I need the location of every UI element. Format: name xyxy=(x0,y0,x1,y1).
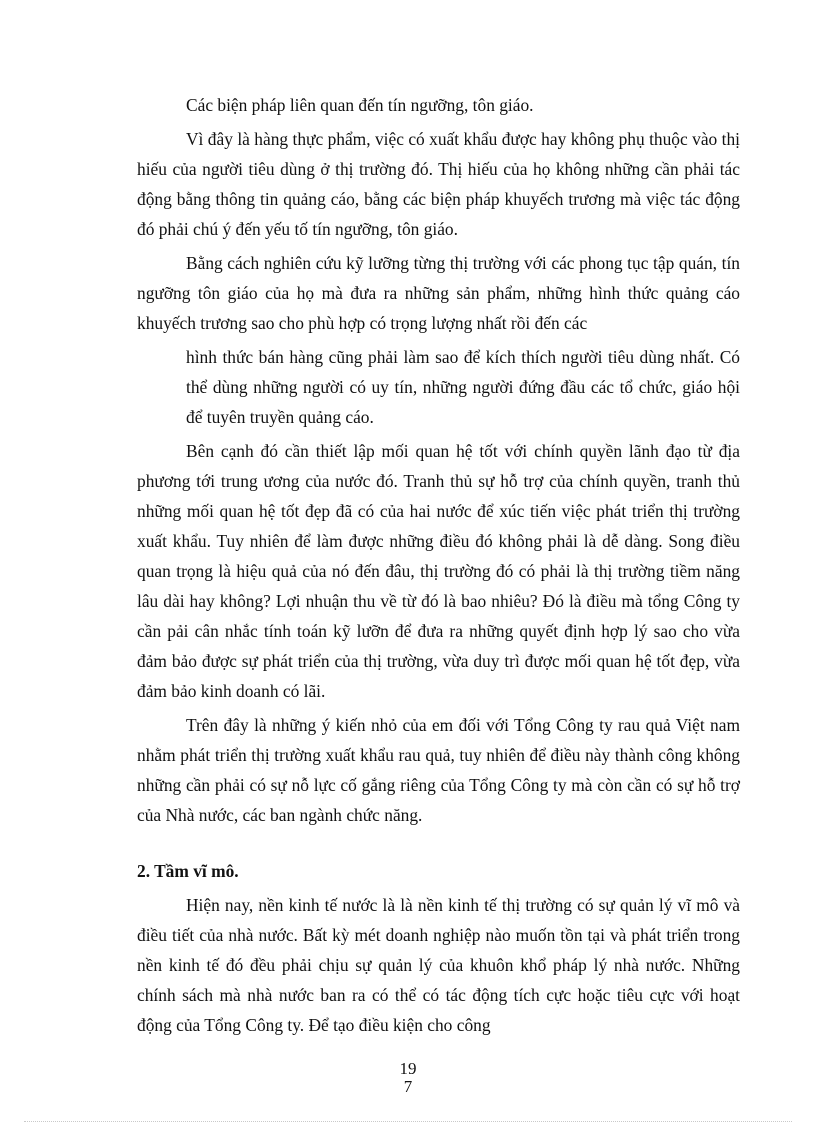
paragraph-continued: hình thức bán hàng cũng phải làm sao để kích thích người tiêu dùng nhất. Có thể dùng những người có uy tín, những người đứng đầu các tổ chức, giáo hội để tuyên truyền quảng cáo. xyxy=(186,347,740,427)
paragraph: Bằng cách nghiên cứu kỹ lưỡng từng thị trường với các phong tục tập quán, tín ngưỡng tôn giáo của họ mà đưa ra những sản phẩm, những hình thức quảng cáo khuyếch trương sao cho phù hợp có trọng lượng nhất rồi đến các xyxy=(137,253,740,333)
paragraph: Các biện pháp liên quan đến tín ngưỡng, tôn giáo. xyxy=(186,95,534,115)
document-body xyxy=(137,90,740,1040)
paragraph: Vì đây là hàng thực phẩm, việc có xuất khẩu được hay không phụ thuộc vào thị hiếu của người tiêu dùng ở thị trường đó. Thị hiếu của họ không những cần phải tác động bằng thông tin quảng cáo, bằng các biện pháp khuyếch trương mà việc tác động đó phải chú ý đến yếu tố tín ngưỡng, tôn giáo. xyxy=(137,129,740,239)
paragraph: Hiện nay, nền kinh tế nước là là nền kinh tế thị trường có sự quản lý vĩ mô và điều tiết của nhà nước. Bất kỳ mét doanh nghiệp nào muốn tồn tại và phát triển trong nền kinh tế đó đều phải chịu sự quản lý của khuôn khổ pháp lý nhà nước. Những chính sách mà nhà nước ban ra có thể có tác động tích cực hoặc tiêu cực với hoạt động của Tổng Công ty. Để tạo điều kiện cho công xyxy=(137,895,740,1035)
page-number: 19 xyxy=(399,1059,417,1078)
paragraph: Trên đây là những ý kiến nhỏ của em đối với Tổng Công ty rau quả Việt nam nhằm phát triển thị trường xuất khẩu rau quả, tuy nhiên để điều này thành công không những cần phải có sự nỗ lực cố gắng riêng của Tổng Công ty mà còn cần có sự hỗ trợ của Nhà nước, các ban ngành chức năng. xyxy=(137,715,740,825)
paragraph: Bên cạnh đó cần thiết lập mối quan hệ tốt với chính quyền lãnh đạo từ địa phương tới trung ương của nước đó. Tranh thủ sự hỗ trợ của chính quyền, tranh thủ những mối quan hệ tốt đẹp đã có của hai nước để xúc tiến việc phát triển thị trường xuất khẩu. Tuy nhiên để làm được những điều đó không phải là dễ dàng. Song điều quan trọng là hiệu quả của nó đến đâu, thị trường đó có phải là thị trường tiềm năng lâu dài hay không? Lợi nhuận thu về từ đó là bao nhiêu? Đó là điều mà tổng Công ty cần pải cân nhắc tính toán kỹ lưỡn để đưa ra những quyết định hợp lý sao cho vừa đảm bảo được sự phát triển của thị trường, vừa duy trì được mối quan hệ tốt đẹp, vừa đảm bảo kinh doanh có lãi. xyxy=(137,441,740,701)
bottom-divider xyxy=(24,1121,792,1122)
section-heading: 2. Tầm vĩ mô. xyxy=(137,861,239,881)
page-number-sub: 7 xyxy=(403,1077,413,1096)
